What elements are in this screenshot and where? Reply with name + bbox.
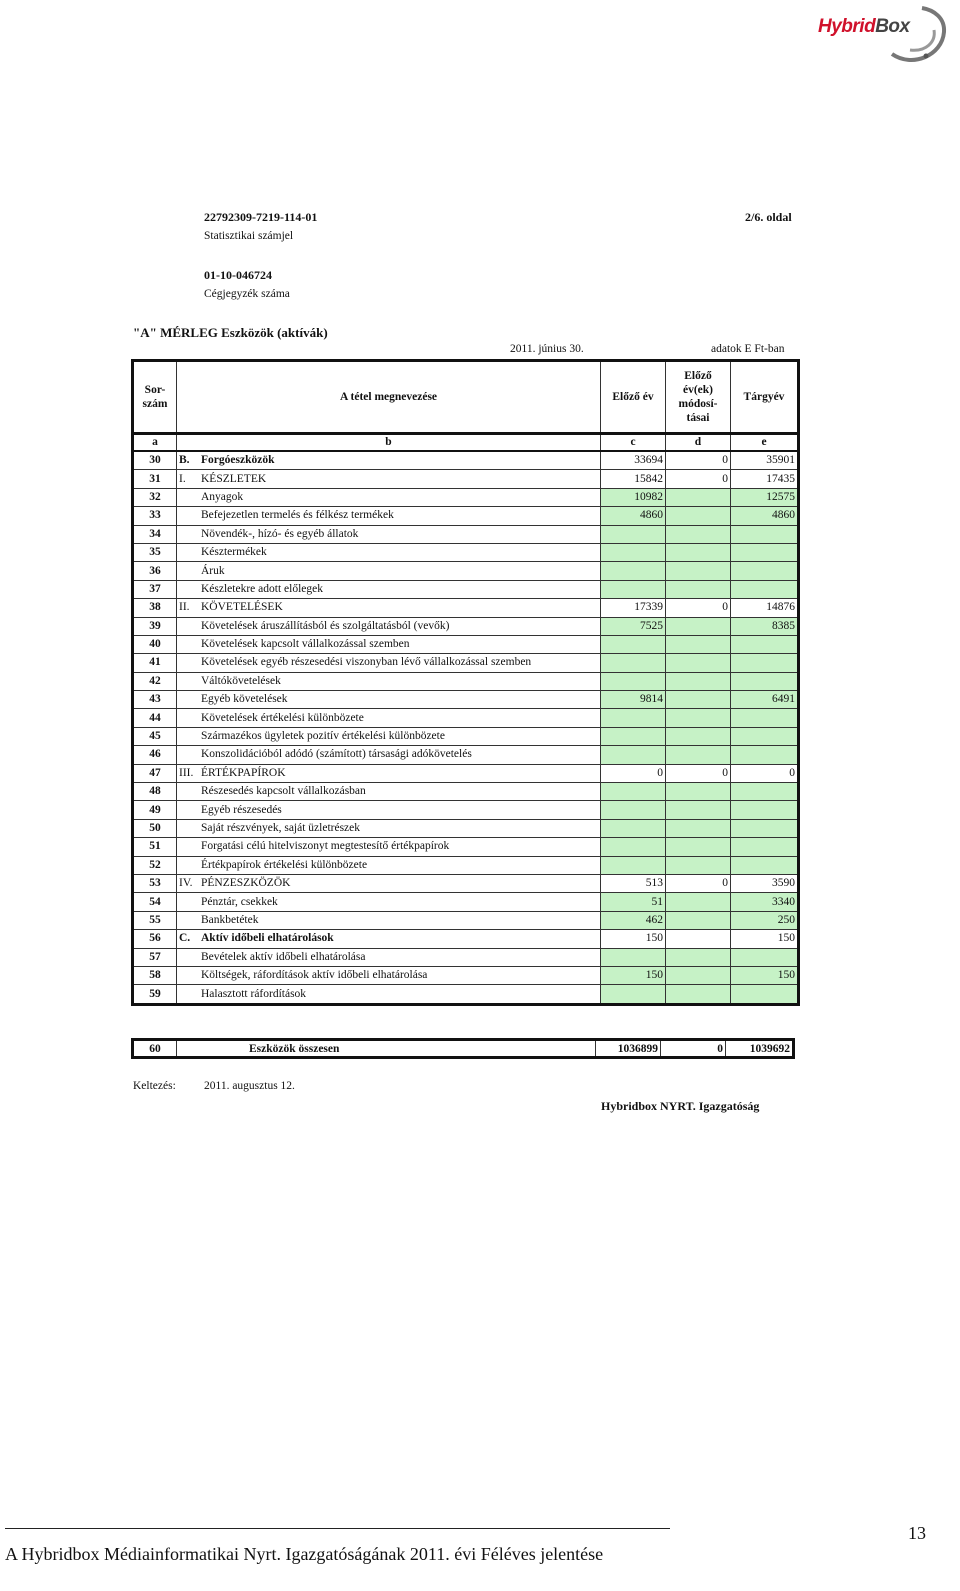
page-number: 13: [908, 1523, 926, 1543]
prev-year-value: [601, 948, 666, 966]
col-letter: e: [731, 434, 799, 452]
row-number: 46: [133, 746, 177, 764]
current-year-value: 3340: [731, 893, 799, 911]
prev-year-value: [601, 654, 666, 672]
table-row: [133, 691, 799, 709]
row-label-cell: [177, 654, 601, 672]
col-header-d: Előző év(ek) módosí-tásai: [666, 361, 731, 434]
row-label: Értékpapírok értékelési különbözete: [201, 858, 368, 871]
row-number: 31: [133, 470, 177, 488]
row-label-cell: [177, 801, 601, 819]
row-number: 32: [133, 488, 177, 506]
col-header-e: Tárgyév: [731, 361, 799, 434]
row-label: Növendék-, hízó- és egyéb állatok: [201, 527, 359, 540]
modification-value: [666, 948, 731, 966]
current-year-value: [731, 543, 799, 561]
row-label-cell: [177, 819, 601, 837]
row-number: 36: [133, 562, 177, 580]
prev-year-value: 7525: [601, 617, 666, 635]
row-label-cell: [177, 525, 601, 543]
table-row: [133, 893, 799, 911]
logo-wordmark: HybridBox: [818, 16, 910, 37]
total-row: [133, 1040, 794, 1058]
prev-year-value: [601, 856, 666, 874]
row-label: Követelések egyéb részesedési viszonyban lévő vállalkozással szemben: [201, 656, 532, 669]
row-label-cell: [177, 893, 601, 911]
row-number: 35: [133, 543, 177, 561]
signature: Hybridbox NYRT. Igazgatóság: [601, 1099, 760, 1113]
modification-value: 0: [666, 764, 731, 782]
table-row: [133, 599, 799, 617]
row-label-cell: [177, 764, 601, 782]
row-number: 55: [133, 911, 177, 929]
page-label: 2/6. oldal: [745, 210, 792, 224]
current-year-value: 150: [731, 966, 799, 984]
stat-label: Statisztikai számjel: [204, 230, 294, 242]
row-label-cell: [177, 746, 601, 764]
row-label: Áruk: [201, 564, 225, 577]
table-row: [133, 819, 799, 837]
row-prefix: IV.: [179, 877, 193, 890]
modification-value: [666, 580, 731, 598]
col-letter: c: [601, 434, 666, 452]
current-year-value: [731, 562, 799, 580]
row-prefix: I.: [179, 472, 186, 485]
row-label: Követelések áruszállításból és szolgáltatásból (vevők): [201, 619, 450, 632]
row-label: Egyéb követelések: [201, 693, 288, 706]
row-label-cell: [177, 838, 601, 856]
table-row: [133, 801, 799, 819]
row-number: 52: [133, 856, 177, 874]
total-label: Eszközök összesen: [177, 1040, 596, 1058]
row-label-cell: [177, 691, 601, 709]
modification-value: 0: [666, 470, 731, 488]
modification-value: [666, 819, 731, 837]
current-year-value: [731, 672, 799, 690]
table-row: [133, 654, 799, 672]
units-label: adatok E Ft-ban: [711, 343, 785, 355]
row-number: 53: [133, 874, 177, 892]
reg-label: Cégjegyzék száma: [204, 288, 290, 300]
date-label: Keltezés:: [133, 1080, 176, 1092]
prev-year-value: [601, 525, 666, 543]
date-value: 2011. augusztus 12.: [204, 1080, 295, 1092]
prev-year-value: [601, 783, 666, 801]
col-letter: b: [177, 434, 601, 452]
row-prefix: II.: [179, 601, 190, 614]
current-year-value: [731, 783, 799, 801]
column-letters-row: [133, 434, 799, 452]
prev-year-value: 150: [601, 930, 666, 948]
total-prev-year: 1036899: [596, 1040, 661, 1058]
current-year-value: 6491: [731, 691, 799, 709]
current-year-value: [731, 985, 799, 1004]
current-year-value: [731, 727, 799, 745]
current-year-value: [731, 856, 799, 874]
row-number: 54: [133, 893, 177, 911]
table-row: [133, 966, 799, 984]
prev-year-value: 9814: [601, 691, 666, 709]
row-label: ÉRTÉKPAPÍROK: [201, 766, 286, 779]
modification-value: [666, 709, 731, 727]
prev-year-value: 10982: [601, 488, 666, 506]
total-table: [131, 1038, 795, 1059]
row-prefix: B.: [179, 454, 190, 467]
prev-year-value: [601, 543, 666, 561]
row-label: Származékos ügyletek pozitív értékelési különbözete: [201, 730, 445, 743]
balance-table: [131, 359, 800, 1006]
current-year-value: 8385: [731, 617, 799, 635]
modification-value: [666, 727, 731, 745]
row-label-cell: [177, 451, 601, 470]
table-row: [133, 525, 799, 543]
row-label: KÖVETELÉSEK: [201, 601, 283, 614]
row-label-cell: [177, 543, 601, 561]
modification-value: [666, 966, 731, 984]
prev-year-value: [601, 985, 666, 1004]
modification-value: [666, 635, 731, 653]
row-number: 38: [133, 599, 177, 617]
table-row: [133, 543, 799, 561]
total-modifications: 0: [661, 1040, 726, 1058]
row-number: 40: [133, 635, 177, 653]
col-letter: a: [133, 434, 177, 452]
row-label: Konszolidációból adódó (számított) társasági adókövetelés: [201, 748, 472, 761]
current-year-value: [731, 746, 799, 764]
row-label: PÉNZESZKÖZÖK: [201, 877, 291, 890]
row-number: 50: [133, 819, 177, 837]
table-row: [133, 672, 799, 690]
modification-value: [666, 985, 731, 1004]
current-year-value: 12575: [731, 488, 799, 506]
table-row: [133, 783, 799, 801]
total-row-number: 60: [133, 1040, 177, 1058]
prev-year-value: 15842: [601, 470, 666, 488]
prev-year-value: 0: [601, 764, 666, 782]
current-year-value: [731, 948, 799, 966]
row-label: Váltókövetelések: [201, 674, 281, 687]
row-label-cell: [177, 727, 601, 745]
table-row: [133, 709, 799, 727]
row-number: 42: [133, 672, 177, 690]
current-year-value: [731, 801, 799, 819]
row-label: Késztermékek: [201, 546, 267, 559]
row-label: Befejezetlen termelés és félkész termékek: [201, 509, 394, 522]
modification-value: [666, 562, 731, 580]
modification-value: [666, 893, 731, 911]
col-header-b: A tétel megnevezése: [177, 361, 601, 434]
modification-value: 0: [666, 874, 731, 892]
col-header-a: Sor- szám: [133, 361, 177, 434]
modification-value: [666, 488, 731, 506]
prev-year-value: [601, 801, 666, 819]
row-number: 59: [133, 985, 177, 1004]
modification-value: [666, 691, 731, 709]
row-label: Követelések értékelési különbözete: [201, 711, 364, 724]
row-number: 51: [133, 838, 177, 856]
current-year-value: [731, 838, 799, 856]
hybridbox-logo: [818, 6, 950, 68]
table-row: [133, 948, 799, 966]
prev-year-value: 513: [601, 874, 666, 892]
table-row: [133, 874, 799, 892]
prev-year-value: 462: [601, 911, 666, 929]
footer-text: A Hybridbox Médiainformatikai Nyrt. Igazgatóságának 2011. évi Féléves jelentése: [5, 1544, 604, 1564]
current-year-value: [731, 525, 799, 543]
current-year-value: 4860: [731, 507, 799, 525]
table-row: [133, 856, 799, 874]
modification-value: 0: [666, 599, 731, 617]
table-row: [133, 838, 799, 856]
modification-value: [666, 672, 731, 690]
table-row: [133, 562, 799, 580]
row-label: Egyéb részesedés: [201, 803, 282, 816]
row-label-cell: [177, 930, 601, 948]
table-row: [133, 617, 799, 635]
row-label-cell: [177, 874, 601, 892]
current-year-value: [731, 709, 799, 727]
row-label-cell: [177, 635, 601, 653]
current-year-value: [731, 654, 799, 672]
modification-value: [666, 930, 731, 948]
prev-year-value: [601, 819, 666, 837]
row-label-cell: [177, 562, 601, 580]
row-label: Bankbetétek: [201, 913, 259, 926]
prev-year-value: [601, 727, 666, 745]
current-year-value: [731, 580, 799, 598]
row-number: 39: [133, 617, 177, 635]
current-year-value: [731, 635, 799, 653]
prev-year-value: [601, 709, 666, 727]
row-label: Követelések kapcsolt vállalkozással szemben: [201, 638, 410, 651]
prev-year-value: [601, 562, 666, 580]
row-number: 58: [133, 966, 177, 984]
row-number: 30: [133, 451, 177, 470]
row-number: 57: [133, 948, 177, 966]
row-number: 43: [133, 691, 177, 709]
table-row: [133, 451, 799, 470]
current-year-value: 250: [731, 911, 799, 929]
table-row: [133, 764, 799, 782]
row-label-cell: [177, 856, 601, 874]
prev-year-value: [601, 672, 666, 690]
table-row: [133, 488, 799, 506]
prev-year-value: 150: [601, 966, 666, 984]
current-year-value: [731, 819, 799, 837]
prev-year-value: 51: [601, 893, 666, 911]
prev-year-value: 17339: [601, 599, 666, 617]
modification-value: [666, 617, 731, 635]
row-label-cell: [177, 617, 601, 635]
table-row: [133, 746, 799, 764]
row-label-cell: [177, 580, 601, 598]
modification-value: 0: [666, 451, 731, 470]
row-label-cell: [177, 985, 601, 1004]
table-row: [133, 580, 799, 598]
table-header-row: [133, 361, 799, 434]
row-label: Készletekre adott előlegek: [201, 582, 323, 595]
row-label-cell: [177, 966, 601, 984]
row-label: Forgóeszközök: [201, 454, 275, 467]
modification-value: [666, 838, 731, 856]
row-number: 37: [133, 580, 177, 598]
balance-date: 2011. június 30.: [510, 343, 584, 355]
stat-number: 22792309-7219-114-01: [204, 210, 318, 224]
col-header-c: Előző év: [601, 361, 666, 434]
row-label: Saját részvények, saját üzletrészek: [201, 822, 361, 834]
row-label-cell: [177, 948, 601, 966]
row-label-cell: [177, 470, 601, 488]
modification-value: [666, 654, 731, 672]
row-label-cell: [177, 599, 601, 617]
row-number: 47: [133, 764, 177, 782]
row-number: 33: [133, 507, 177, 525]
row-label-cell: [177, 911, 601, 929]
row-label-cell: [177, 783, 601, 801]
prev-year-value: [601, 838, 666, 856]
row-label: Költségek, ráfordítások aktív időbeli elhatárolása: [201, 969, 428, 982]
current-year-value: 35901: [731, 451, 799, 470]
modification-value: [666, 507, 731, 525]
current-year-value: 3590: [731, 874, 799, 892]
modification-value: [666, 783, 731, 801]
row-label: Bevételek aktív időbeli elhatárolása: [201, 950, 366, 963]
row-number: 45: [133, 727, 177, 745]
prev-year-value: 33694: [601, 451, 666, 470]
footer-divider: [5, 1528, 670, 1529]
prev-year-value: 4860: [601, 507, 666, 525]
reg-number: 01-10-046724: [204, 268, 272, 282]
row-number: 41: [133, 654, 177, 672]
prev-year-value: [601, 746, 666, 764]
row-label-cell: [177, 709, 601, 727]
row-label: Pénztár, csekkek: [201, 895, 278, 908]
modification-value: [666, 911, 731, 929]
row-label: Részesedés kapcsolt vállalkozásban: [201, 785, 366, 798]
total-current-year: 1039692: [726, 1040, 794, 1058]
table-row: [133, 635, 799, 653]
row-label: KÉSZLETEK: [201, 472, 267, 485]
current-year-value: 17435: [731, 470, 799, 488]
row-prefix: III.: [179, 766, 194, 779]
table-row: [133, 930, 799, 948]
modification-value: [666, 801, 731, 819]
row-number: 56: [133, 930, 177, 948]
row-label-cell: [177, 507, 601, 525]
modification-value: [666, 525, 731, 543]
current-year-value: 14876: [731, 599, 799, 617]
prev-year-value: [601, 635, 666, 653]
modification-value: [666, 746, 731, 764]
row-prefix: C.: [179, 932, 191, 945]
current-year-value: 150: [731, 930, 799, 948]
current-year-value: 0: [731, 764, 799, 782]
row-label: Forgatási célú hitelviszonyt megtestesítő értékpapírok: [201, 840, 450, 853]
row-number: 44: [133, 709, 177, 727]
row-number: 34: [133, 525, 177, 543]
modification-value: [666, 856, 731, 874]
row-label-cell: [177, 672, 601, 690]
row-label: Aktív időbeli elhatárolások: [201, 932, 334, 945]
table-row: [133, 727, 799, 745]
table-row: [133, 985, 799, 1004]
col-letter: d: [666, 434, 731, 452]
row-number: 48: [133, 783, 177, 801]
row-number: 49: [133, 801, 177, 819]
balance-title: "A" MÉRLEG Eszközök (aktívák): [133, 325, 328, 340]
row-label: Halasztott ráfordítások: [201, 987, 307, 1000]
modification-value: [666, 543, 731, 561]
row-label-cell: [177, 488, 601, 506]
prev-year-value: [601, 580, 666, 598]
table-row: [133, 507, 799, 525]
table-row: [133, 911, 799, 929]
table-row: [133, 470, 799, 488]
row-label: Anyagok: [201, 490, 244, 503]
